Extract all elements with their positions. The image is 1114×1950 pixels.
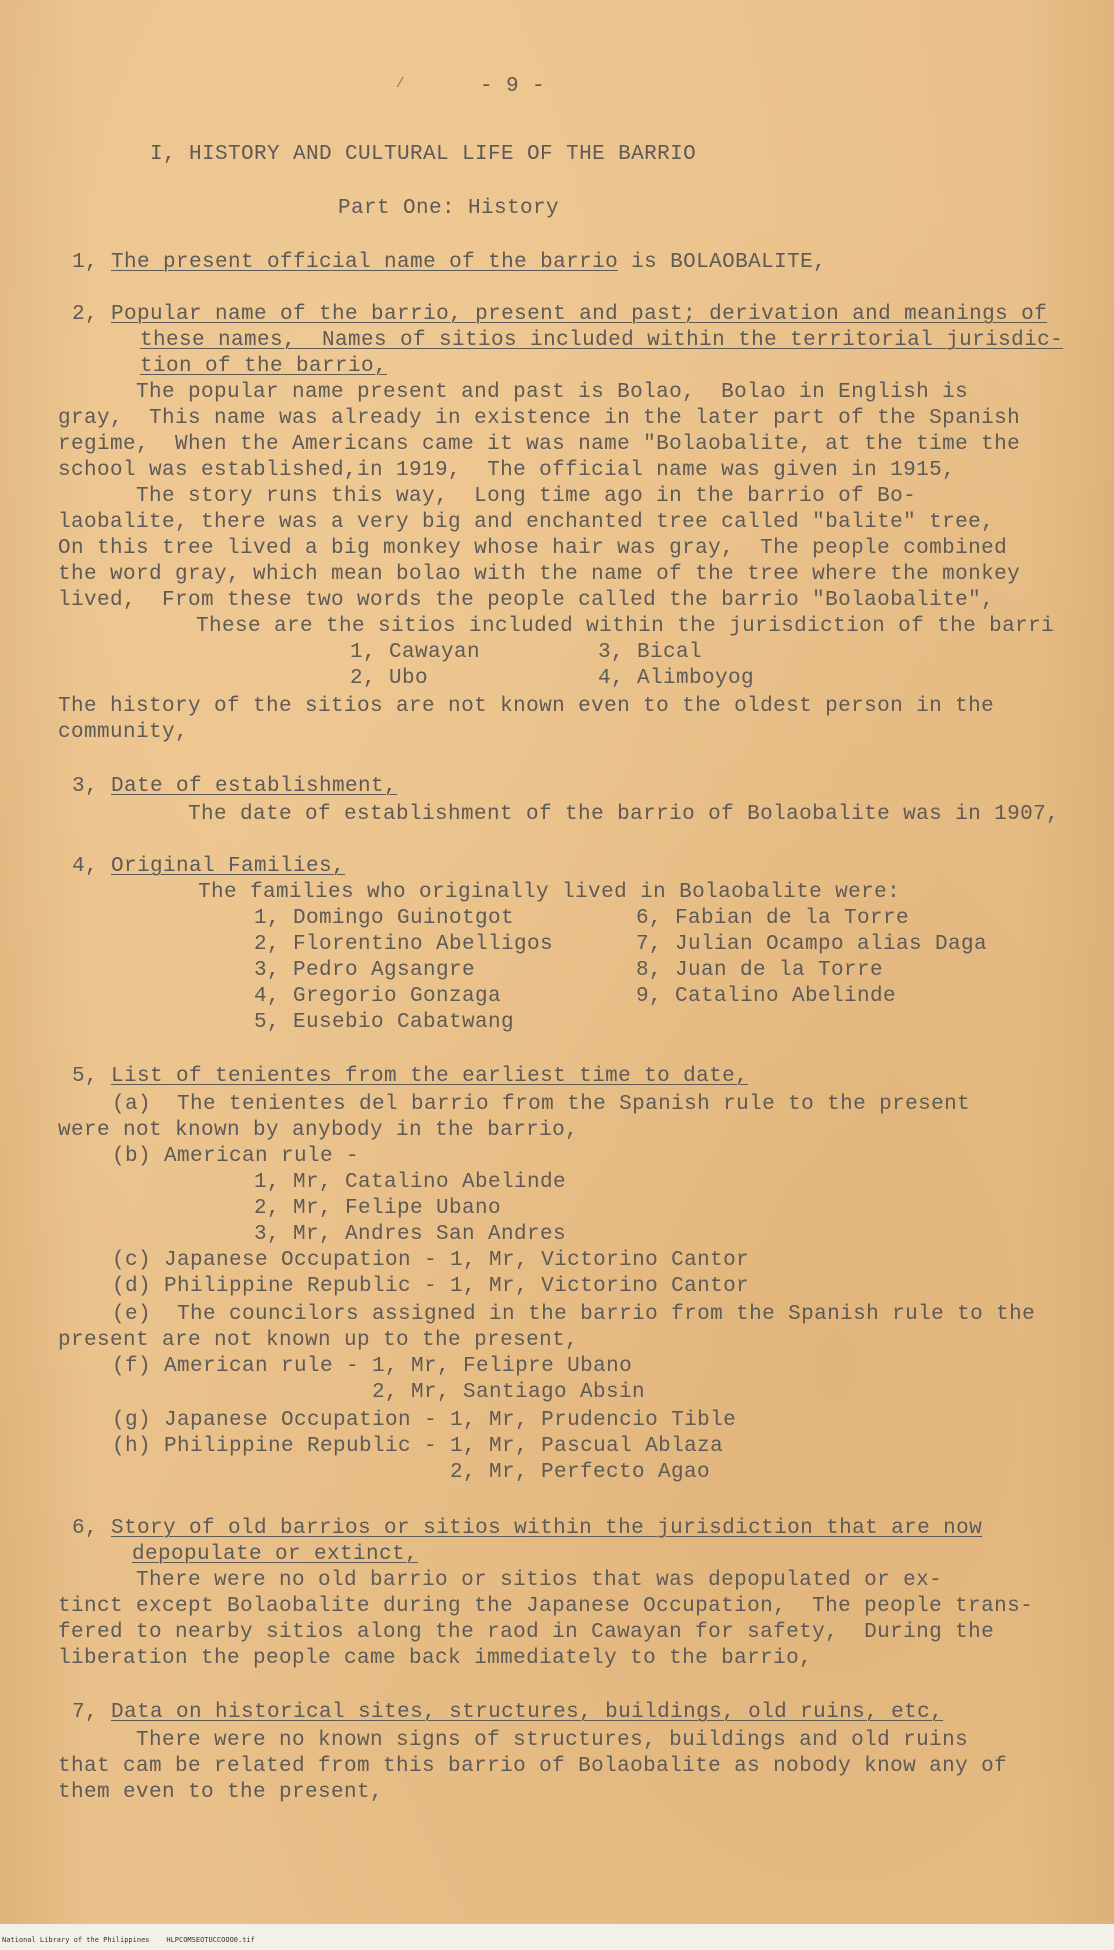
- family-item: 8, Juan de la Torre: [636, 959, 884, 982]
- paragraph-line: the word gray, which mean bolao with the name of the tree where the monkey: [58, 563, 1021, 586]
- paragraph-line: 1, Mr, Catalino Abelinde: [254, 1171, 567, 1194]
- paragraph-line: 2, Mr, Felipe Ubano: [254, 1197, 502, 1220]
- paragraph-line: The story runs this way, Long time ago in the barrio of Bo-: [58, 485, 917, 508]
- family-item: 2, Florentino Abelligos: [254, 933, 554, 956]
- family-item: 1, Domingo Guinotgot: [254, 907, 515, 930]
- paragraph-line: regime, When the Americans came it was name "Bolaobalite, at the time the: [58, 433, 1021, 456]
- family-item: 6, Fabian de la Torre: [636, 907, 910, 930]
- paragraph-line: (c) Japanese Occupation - 1, Mr, Victorino Cantor: [112, 1249, 750, 1272]
- paragraph-line: (h) Philippine Republic - 1, Mr, Pascual Ablaza: [112, 1435, 724, 1458]
- family-item: 3, Pedro Agsangre: [254, 959, 476, 982]
- section-2-title-cont: these names, Names of sitios included within the territorial jurisdic-: [140, 329, 1064, 352]
- paragraph-line: On this tree lived a big monkey whose hair was gray, The people combined: [58, 537, 1008, 560]
- family-item: 9, Catalino Abelinde: [636, 985, 897, 1008]
- paragraph-line: The history of the sitios are not known even to the oldest person in the: [58, 695, 995, 718]
- section-7-title: 7, Data on historical sites, structures, buildings, old ruins, etc,: [72, 1701, 944, 1724]
- document-heading: I, HISTORY AND CULTURAL LIFE OF THE BARRIO: [150, 143, 697, 166]
- part-title: Part One: History: [338, 197, 560, 220]
- page-number: - 9 -: [480, 75, 546, 98]
- paragraph-line: (e) The councilors assigned in the barrio from the Spanish rule to the: [112, 1303, 1036, 1326]
- paragraph-line: liberation the people came back immediately to the barrio,: [58, 1647, 813, 1670]
- section-4-title: 4, Original Families,: [72, 855, 346, 878]
- paragraph-line: The date of establishment of the barrio of Bolaobalite was in 1907,: [188, 803, 1060, 826]
- paragraph-line: gray, This name was already in existence in the later part of the Spanish: [58, 407, 1021, 430]
- section-3-title: 3, Date of establishment,: [72, 775, 398, 798]
- paragraph-line: that cam be related from this barrio of Bolaobalite as nobody know any of: [58, 1755, 1008, 1778]
- section-2-title: 2, Popular name of the barrio, present and past; derivation and meanings of: [72, 303, 1048, 326]
- paragraph-line: 2, Mr, Santiago Absin: [372, 1381, 646, 1404]
- sitio-item: 1, Cawayan: [350, 641, 481, 664]
- section-6-title-cont: depopulate or extinct,: [132, 1543, 419, 1566]
- family-item: 4, Gregorio Gonzaga: [254, 985, 502, 1008]
- section-5-title: 5, List of tenientes from the earliest time to date,: [72, 1065, 749, 1088]
- section-1: 1, The present official name of the barrio is BOLAOBALITE,: [72, 251, 827, 274]
- paragraph-line: lived, From these two words the people called the barrio "Bolaobalite",: [58, 589, 995, 612]
- family-item: 5, Eusebio Cabatwang: [254, 1011, 515, 1034]
- sitio-item: 2, Ubo: [350, 667, 429, 690]
- paragraph-line: present are not known up to the present,: [58, 1329, 579, 1352]
- sitio-item: 4, Alimboyog: [598, 667, 755, 690]
- paragraph-line: school was established,in 1919, The official name was given in 1915,: [58, 459, 956, 482]
- paragraph-line: The families who originally lived in Bolaobalite were:: [198, 881, 901, 904]
- paragraph-line: (a) The tenientes del barrio from the Spanish rule to the present: [112, 1093, 971, 1116]
- sitio-item: 3, Bical: [598, 641, 703, 664]
- section-1-title: The present official name of the barrio: [111, 251, 619, 274]
- paragraph-line: (f) American rule - 1, Mr, Felipre Ubano: [112, 1355, 633, 1378]
- paragraph-line: community,: [58, 721, 189, 744]
- paragraph-line: 2, Mr, Perfecto Agao: [450, 1461, 711, 1484]
- pen-mark: /: [396, 76, 405, 92]
- paragraph-line: were not known by anybody in the barrio,: [58, 1119, 579, 1142]
- paragraph-line: There were no known signs of structures, buildings and old ruins: [58, 1729, 969, 1752]
- paragraph-line: 3, Mr, Andres San Andres: [254, 1223, 567, 1246]
- paragraph-line: The popular name present and past is Bolao, Bolao in English is: [58, 381, 969, 404]
- paragraph-line: them even to the present,: [58, 1781, 384, 1804]
- paragraph-line: (b) American rule -: [112, 1145, 360, 1168]
- paragraph-line: laobalite, there was a very big and enchanted tree called "balite" tree,: [58, 511, 995, 534]
- scan-footer-text: National Library of the Philippines HLPCOMSEOTUCCOOO0.tif: [2, 1936, 255, 1944]
- section-2-title-cont: tion of the barrio,: [140, 355, 388, 378]
- family-item: 7, Julian Ocampo alias Daga: [636, 933, 988, 956]
- paragraph-line: fered to nearby sitios along the raod in Cawayan for safety, During the: [58, 1621, 995, 1644]
- paragraph-line: These are the sitios included within the jurisdiction of the barri: [118, 615, 1055, 638]
- paragraph-line: (g) Japanese Occupation - 1, Mr, Prudencio Tible: [112, 1409, 737, 1432]
- section-6-title: 6, Story of old barrios or sitios within the jurisdiction that are now: [72, 1517, 983, 1540]
- paragraph-line: There were no old barrio or sitios that was depopulated or ex-: [58, 1569, 943, 1592]
- paragraph-line: tinct except Bolaobalite during the Japanese Occupation, The people trans-: [58, 1595, 1034, 1618]
- paragraph-line: (d) Philippine Republic - 1, Mr, Victorino Cantor: [112, 1275, 750, 1298]
